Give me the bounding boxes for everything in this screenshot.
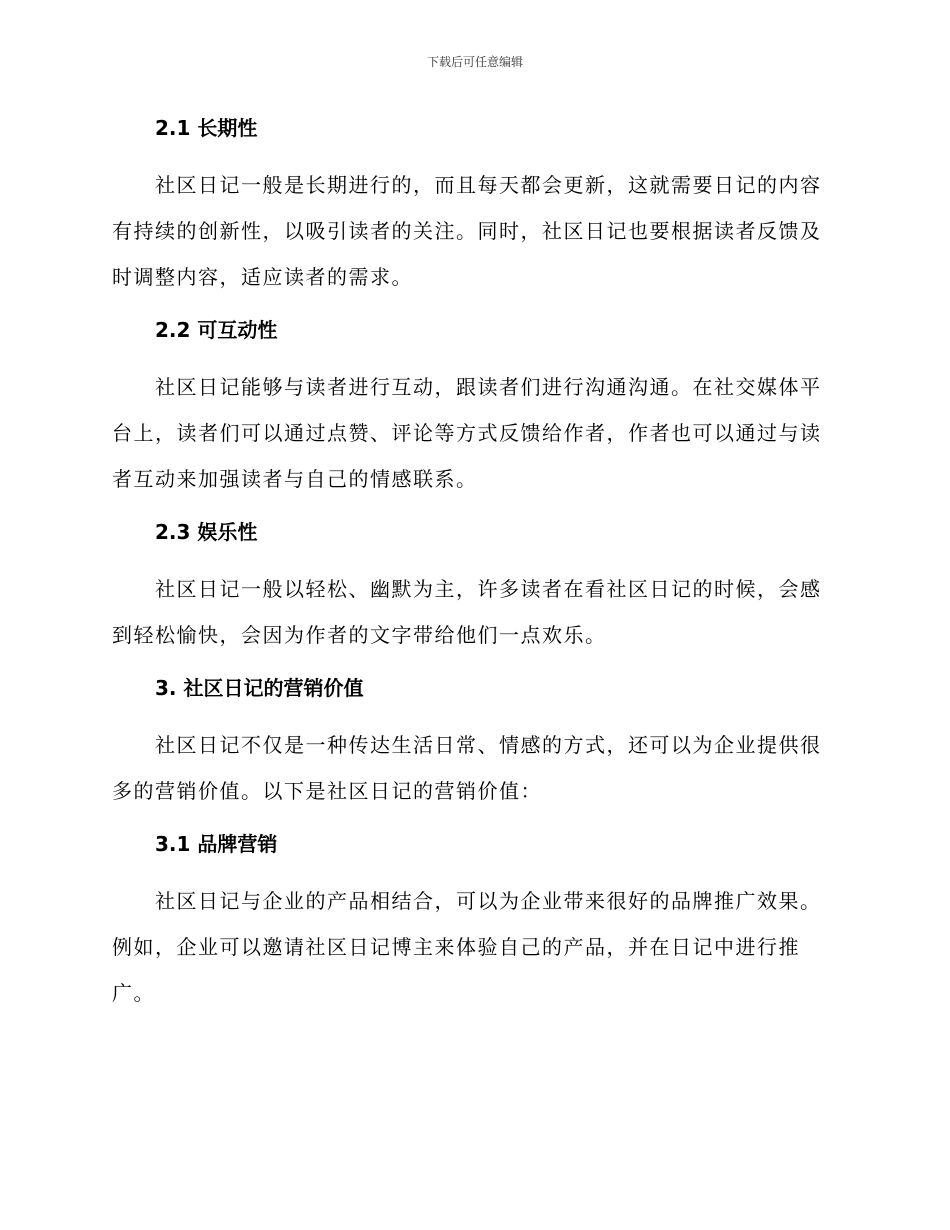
section-heading: 2.1 长期性 xyxy=(155,116,258,140)
section-3-1 xyxy=(112,826,832,1016)
section-heading: 3. 社区日记的营销价值 xyxy=(155,676,364,700)
section-paragraph: 社区日记能够与读者进行互动，跟读者们进行沟通沟通。在社交媒体平台上，读者们可以通过点赞、评论等方式反馈给作者，作者也可以通过与读者互动来加强读者与自己的情感联系。 xyxy=(112,375,822,491)
section-paragraph: 社区日记一般是长期进行的，而且每天都会更新，这就需要日记的内容有持续的创新性，以吸引读者的关注。同时，社区日记也要根据读者反馈及时调整内容，适应读者的需求。 xyxy=(112,173,822,289)
section-3 xyxy=(112,670,832,826)
header-note: 下载后可任意编辑 xyxy=(426,55,523,69)
section-paragraph: 社区日记不仅是一种传达生活日常、情感的方式，还可以为企业提供很多的营销价值。以下是社区日记的营销价值： xyxy=(112,733,822,803)
section-2-1 xyxy=(112,110,832,312)
section-heading: 3.1 品牌营销 xyxy=(155,832,278,856)
section-heading: 2.3 娱乐性 xyxy=(155,520,258,544)
document-body xyxy=(112,110,832,1016)
section-2-3 xyxy=(112,514,832,670)
section-paragraph: 社区日记与企业的产品相结合，可以为企业带来很好的品牌推广效果。例如，企业可以邀请社区日记博主来体验自己的产品，并在日记中进行推广。 xyxy=(112,889,822,1005)
section-heading: 2.2 可互动性 xyxy=(155,318,278,342)
section-2-2 xyxy=(112,312,832,514)
section-paragraph: 社区日记一般以轻松、幽默为主，许多读者在看社区日记的时候，会感到轻松愉快，会因为作者的文字带给他们一点欢乐。 xyxy=(112,577,822,647)
